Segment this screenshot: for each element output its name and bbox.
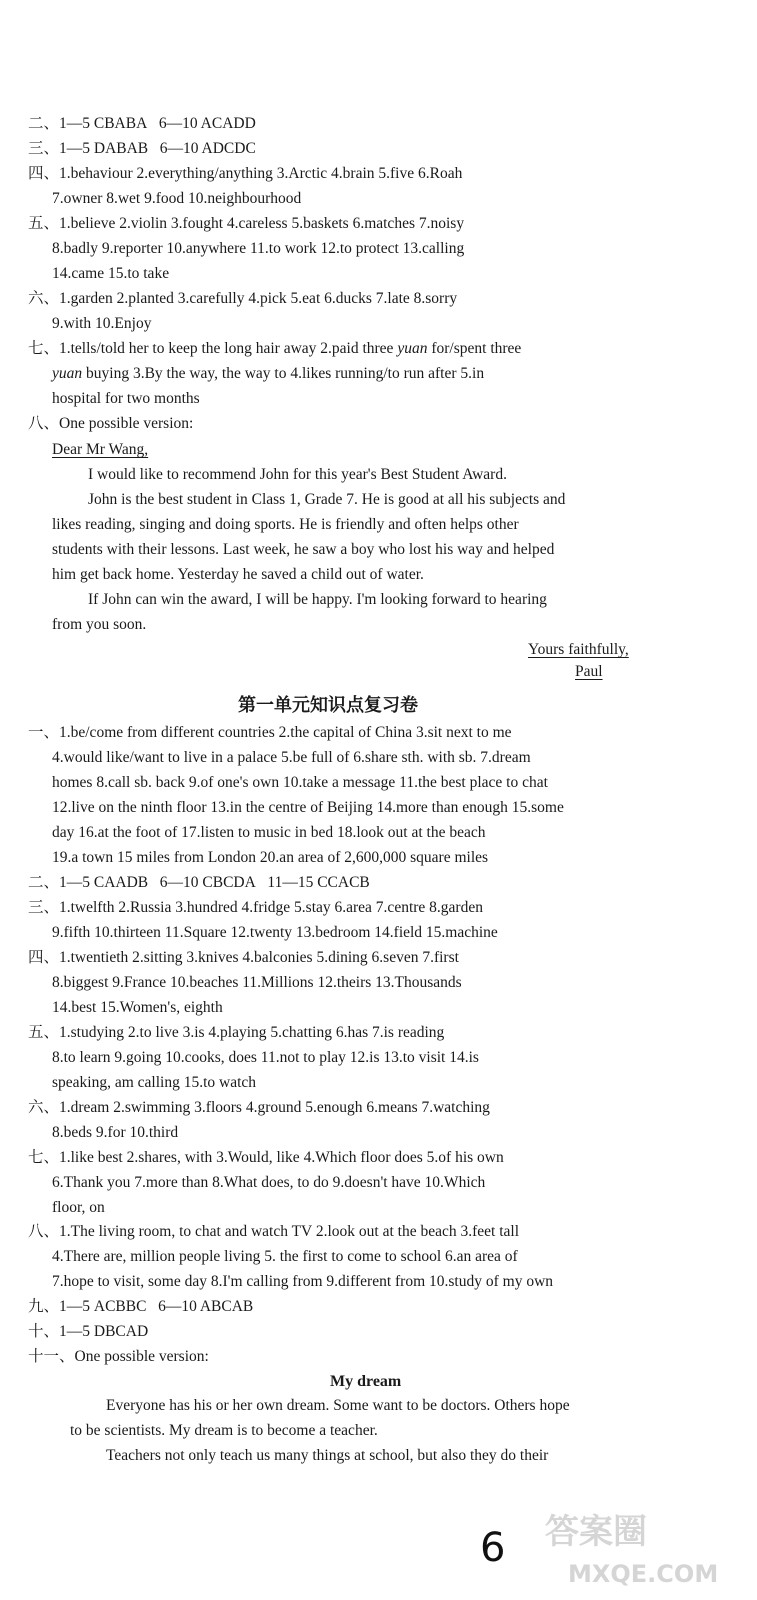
answer-line	[52, 364, 484, 384]
answer-line: 一、1.be/come from different countries 2.the capital of China 3.sit next to me	[28, 724, 512, 741]
answer-line	[28, 114, 256, 134]
answer-text: 6—10 ADCDC	[159, 140, 256, 157]
answer-line: 19.a town 15 miles from London 20.an area of 2,600,000 square miles	[52, 849, 489, 866]
answer-line: 六、1.dream 2.swimming 3.floors 4.ground 5.enough 6.means 7.watching	[28, 1099, 490, 1116]
letter-salutation: Dear Mr Wang,	[52, 441, 149, 458]
answer-text: 二、1—5 CAADB	[28, 874, 149, 891]
essay-line: to be scientists. My dream is to become a teacher.	[70, 1422, 378, 1439]
answer-line: 七、1.like best 2.shares, with 3.Would, like 4.Which floor does 5.of his own	[28, 1149, 504, 1166]
answer-text: 七、1.tells/told her to keep the long hair away 2.paid three	[28, 340, 398, 357]
answer-line: 14.came 15.to take	[52, 265, 170, 282]
answer-line: 4.would like/want to live in a palace 5.be full of 6.share sth. with sb. 7.dream	[52, 749, 531, 766]
answer-line: 8.biggest 9.France 10.beaches 11.Millions 12.theirs 13.Thousands	[52, 974, 462, 991]
answer-line: 八、One possible version:	[28, 415, 194, 432]
answer-line: 八、1.The living room, to chat and watch TV 2.look out at the beach 3.feet tall	[28, 1223, 519, 1240]
answer-line	[28, 339, 521, 359]
essay-line: Everyone has his or her own dream. Some want to be doctors. Others hope	[106, 1397, 570, 1414]
answer-text: 三、1—5 DABAB	[28, 140, 149, 157]
answer-line: 十一、One possible version:	[28, 1348, 209, 1365]
section-heading: 第一单元知识点复习卷	[238, 695, 418, 716]
letter-line: him get back home. Yesterday he saved a child out of water.	[52, 566, 424, 583]
answer-line	[28, 873, 370, 893]
answer-line: 9.with 10.Enjoy	[52, 315, 152, 332]
answer-line: hospital for two months	[52, 390, 200, 407]
answer-line: day 16.at the foot of 17.listen to music in bed 18.look out at the beach	[52, 824, 486, 841]
answer-line: 十、1—5 DBCAD	[28, 1323, 149, 1340]
letter-line: students with their lessons. Last week, he saw a boy who lost his way and helped	[52, 541, 555, 558]
answer-line: floor, on	[52, 1199, 105, 1216]
answer-line: 6.Thank you 7.more than 8.What does, to do 9.doesn't have 10.Which	[52, 1174, 486, 1191]
answer-line: 4.There are, million people living 5. the first to come to school 6.an area of	[52, 1248, 518, 1265]
answer-line: 三、1.twelfth 2.Russia 3.hundred 4.fridge 5.stay 6.area 7.centre 8.garden	[28, 899, 483, 916]
answer-line	[28, 139, 256, 159]
letter-line: I would like to recommend John for this year's Best Student Award.	[88, 466, 507, 483]
answer-text: for/spent three	[427, 340, 522, 357]
answer-line: 7.hope to visit, some day 8.I'm calling from 9.different from 10.study of my own	[52, 1273, 554, 1290]
answer-line: 12.live on the ninth floor 13.in the centre of Beijing 14.more than enough 15.some	[52, 799, 564, 816]
letter-closing: Yours faithfully,	[528, 641, 629, 658]
answer-text: buying 3.By the way, the way to 4.likes running/to run after 5.in	[82, 365, 485, 382]
answer-text: 九、1—5 ACBBC	[28, 1298, 147, 1315]
answer-line: 8.beds 9.for 10.third	[52, 1124, 179, 1141]
answer-text: 6—10 ACADD	[158, 115, 256, 132]
answer-line: 四、1.twentieth 2.sitting 3.knives 4.balconies 5.dining 6.seven 7.first	[28, 949, 459, 966]
watermark-url: MXQE.COM	[568, 1560, 719, 1588]
essay-title: My dream	[330, 1373, 402, 1390]
answer-text: 二、1—5 CBABA	[28, 115, 148, 132]
answer-line: 14.best 15.Women's, eighth	[52, 999, 223, 1016]
letter-line: likes reading, singing and doing sports. He is friendly and often helps other	[52, 516, 519, 533]
answer-line	[28, 1297, 253, 1317]
letter-line: John is the best student in Class 1, Grade 7. He is good at all his subjects and	[88, 491, 566, 508]
answer-text-italic: yuan	[52, 365, 83, 382]
letter-signature: Paul	[575, 663, 603, 680]
answer-text: 11—15 CCACB	[267, 874, 370, 891]
letter-line: from you soon.	[52, 616, 147, 633]
answer-line: 7.owner 8.wet 9.food 10.neighbourhood	[52, 190, 302, 207]
answer-text-italic: yuan	[397, 340, 428, 357]
letter-line: If John can win the award, I will be happy. I'm looking forward to hearing	[88, 591, 547, 608]
answer-line: 五、1.believe 2.violin 3.fought 4.careless 5.baskets 6.matches 7.noisy	[28, 215, 465, 232]
answer-line: 四、1.behaviour 2.everything/anything 3.Arctic 4.brain 5.five 6.Roah	[28, 165, 463, 182]
page-number: 6	[480, 1525, 506, 1571]
answer-line: 9.fifth 10.thirteen 11.Square 12.twenty 13.bedroom 14.field 15.machine	[52, 924, 498, 941]
answer-text: 6—10 ABCAB	[158, 1298, 254, 1315]
answer-line: speaking, am calling 15.to watch	[52, 1074, 257, 1091]
answer-line: 六、1.garden 2.planted 3.carefully 4.pick 5.eat 6.ducks 7.late 8.sorry	[28, 290, 458, 307]
answer-line: 8.badly 9.reporter 10.anywhere 11.to work 12.to protect 13.calling	[52, 240, 465, 257]
essay-line: Teachers not only teach us many things at school, but also they do their	[106, 1447, 549, 1464]
watermark-logo: 答案圈	[545, 1512, 647, 1552]
answer-line: homes 8.call sb. back 9.of one's own 10.take a message 11.the best place to chat	[52, 774, 548, 791]
answer-line: 8.to learn 9.going 10.cooks, does 11.not to play 12.is 13.to visit 14.is	[52, 1049, 479, 1066]
answer-line: 五、1.studying 2.to live 3.is 4.playing 5.chatting 6.has 7.is reading	[28, 1024, 445, 1041]
answer-text: 6—10 CBCDA	[159, 874, 256, 891]
